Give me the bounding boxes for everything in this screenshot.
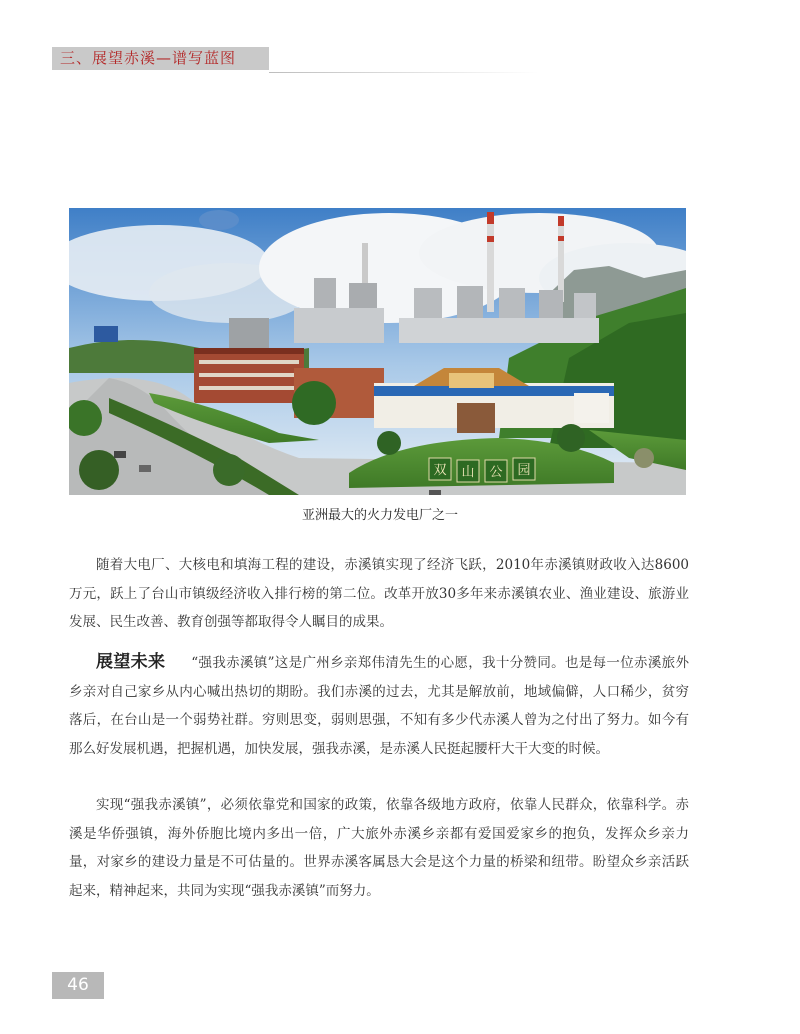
section-header-title: 三、展望赤溪—谱写蓝图 [60, 49, 237, 67]
park-sign-char: 园 [517, 463, 531, 478]
park-sign-char: 山 [461, 465, 475, 480]
section-heading: 展望未来 [96, 652, 166, 672]
power-plant-photo [69, 208, 686, 495]
paragraph-strategy: 实现“强我赤溪镇”，必须依靠党和国家的政策，依靠各级地方政府，依靠人民群众，依靠科学。赤溪是华侨强镇，海外侨胞比境内多出一倍，广大旅外赤溪乡亲都有爱国爱家乡的抱负，发挥众乡亲力量，对家乡的建设力量是不可估量的。世界赤溪客属恳大会是这个力量的桥梁和纽带。盼望众乡亲活跃起来，精神起来，共同为实现“强我赤溪镇”而努力。 [69, 797, 689, 899]
header-divider [269, 72, 539, 73]
paragraph-outlook-text: “强我赤溪镇”这是广州乡亲郑伟清先生的心愿，我十分赞同。也是每一位赤溪旅外乡亲对自己家乡从内心喊出热切的期盼。我们赤溪的过去，尤其是解放前，地域偏僻，人口稀少，贫穷落后，在台山是一个弱势社群。穷则思变，弱则思强，不知有多少代赤溪人曾为之付出了努力。如今有那么好发展机遇，把握机遇，加快发展，强我赤溪，是赤溪人民挺起腰杆大干大变的时候。 [69, 655, 690, 757]
park-sign-char: 双 [433, 463, 447, 478]
paragraph-outlook [69, 648, 689, 763]
park-sign-char: 公 [489, 465, 503, 480]
paragraph-economy: 随着大电厂、大核电和填海工程的建设，赤溪镇实现了经济飞跃，2010年赤溪镇财政收入达8600万元，跃上了台山市镇级经济收入排行榜的第二位。改革开放30多年来赤溪镇农业、渔业建设、旅游业发展、民生改善、教育创强等都取得令人瞩目的成果。 [69, 557, 689, 630]
page-number: 46 [67, 975, 89, 995]
photo-caption: 亚洲最大的火力发电厂之一 [301, 508, 458, 523]
